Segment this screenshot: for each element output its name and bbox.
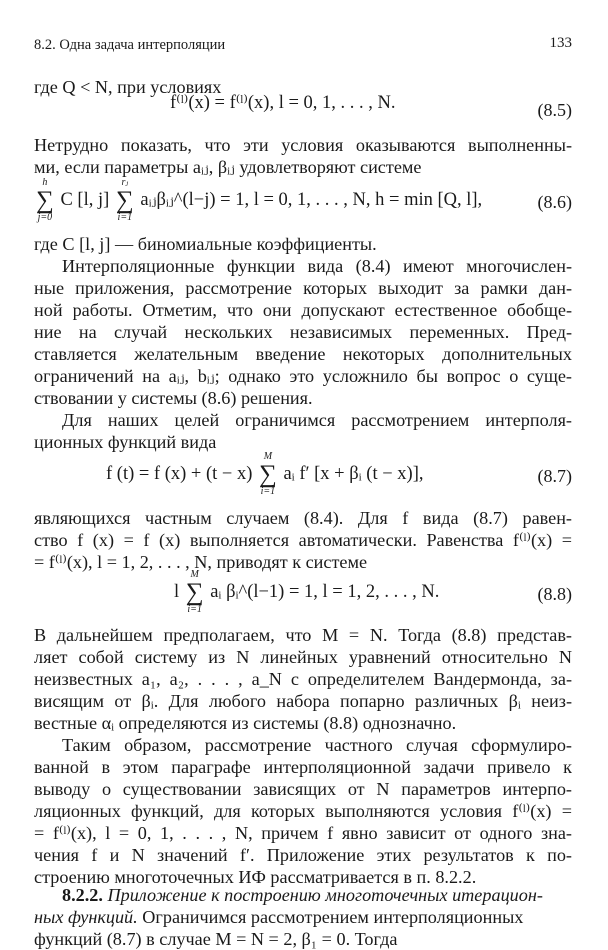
text-line: Нетрудно показать, что эти условия оказываются выполненны- — [34, 135, 572, 155]
equation-left: l — [174, 581, 180, 602]
equation-number: (8.5) — [537, 100, 572, 120]
sum-operator: rⱼ ∑ i=1 — [115, 177, 134, 223]
text-line: Таким образом, рассмотрение частного случая сформулиро- — [62, 735, 572, 755]
text-line: ляет собой систему из N линейных уравнений относительно N — [34, 647, 572, 667]
equation-number: (8.7) — [537, 466, 572, 486]
running-header: 8.2. Одна задача интерполяции — [34, 37, 226, 53]
subsection-title-cont: ных функций. — [34, 907, 138, 927]
sum-operator: h ∑ j=0 — [36, 177, 54, 223]
text-line: ствовании у системы (8.6) решения. — [34, 388, 313, 408]
subsection-title: Приложение к построению многоточечных итерацион- — [107, 885, 543, 905]
text-line: ние на случай нескольких независимых переменных. Пред- — [34, 322, 572, 342]
text-line: функций (8.7) в случае M = N = 2, β₁ = 0. Тогда — [34, 929, 398, 949]
sum-operator: M ∑ i=1 — [259, 451, 277, 497]
sum-operator: M ∑ i=1 — [185, 569, 204, 615]
text-line: ми, если параметры aᵢⱼ, βᵢⱼ удовлетворяют системе — [34, 157, 422, 177]
text-line: являющихся частным случаем (8.4). Для f вида (8.7) равен- — [34, 508, 572, 528]
text-line: ставляется желательным введение некоторых дополнительных — [34, 344, 572, 364]
text-line: Для наших целей ограничимся рассмотрением интерполя- — [62, 410, 572, 430]
text-line: ванной в этом параграфе интерполяционной задачи привело к — [34, 757, 572, 777]
text-line: ционных функций вида — [34, 432, 217, 452]
text-line: где C [l, j] — биномиальные коэффициенты. — [34, 234, 377, 254]
equation-8-8 — [34, 568, 572, 618]
equation-middle: aᵢⱼβᵢⱼ^(l−j) = 1, l = 0, 1, . . . , N, h = min [Q, l], — [140, 189, 483, 210]
text-line: Интерполяционные функции вида (8.4) имеют многочислен- — [62, 256, 572, 276]
text-line: строению многоточечных ИФ рассматривается в п. 8.2.2. — [34, 867, 477, 887]
equation-right: aᵢ βᵢ^(l−1) = 1, l = 1, 2, . . . , N. — [210, 581, 440, 602]
equation-number: (8.6) — [537, 192, 572, 212]
text-line: висящим от βᵢ. Для любого набора попарно различных βᵢ неиз- — [34, 691, 572, 711]
equation-number: (8.8) — [537, 584, 572, 604]
equation-body: f⁽ˡ⁾(x) = f⁽ˡ⁾(x), l = 0, 1, . . . , N. — [170, 93, 396, 113]
equation-left: f (t) = f (x) + (t − x) — [106, 463, 253, 484]
text-line: ных функций. Ограничимся рассмотрением интерполяционных — [34, 907, 524, 927]
text-line: ограничений на aᵢⱼ, bᵢⱼ; однако это усложнило бы вопрос о суще- — [34, 366, 572, 386]
text-line: = f⁽ˡ⁾(x), l = 0, 1, . . . , N, причем f явно зависит от одного зна- — [34, 823, 572, 843]
text-line: ляционных функций, для которых выполняются условия f⁽ˡ⁾(x) = — [34, 801, 572, 821]
text-line: чения f и N значений f′. Приложение этих результатов к по- — [34, 845, 572, 865]
page-number: 133 — [549, 35, 572, 51]
subsection-heading — [62, 884, 572, 906]
text-line: ной работы. Отметим, что они допускают естественное обобще- — [34, 300, 572, 320]
text-line: вестные αᵢ определяются из системы (8.8) однозначно. — [34, 713, 457, 733]
equation-left: C [l, j] — [60, 189, 110, 210]
equation-8-6 — [34, 176, 572, 224]
text-line: В дальнейшем предполагаем, что M = N. Тогда (8.8) представ- — [34, 625, 572, 645]
subsection-number: 8.2.2. — [62, 885, 103, 905]
text-line: ство f (x) = f (x) выполняется автоматически. Равенства f⁽ˡ⁾(x) = — [34, 530, 572, 550]
text-line: неизвестных a₁, a₂, . . . , a_N с определителем Вандермонда, за- — [34, 669, 572, 689]
equation-8-7 — [34, 450, 572, 500]
text-line: где Q < N, при условиях — [34, 77, 222, 97]
text-line: выводу о существовании зависящих от N параметров интерпо- — [34, 779, 572, 799]
equation-8-5 — [34, 92, 572, 132]
equation-right: aᵢ f′ [x + βᵢ (t − x)], — [283, 463, 424, 484]
text-line: ные приложения, рассмотрение которых выходит за рамки дан- — [34, 278, 572, 298]
text-line: = f⁽ˡ⁾(x), l = 1, 2, . . . , N, приводят к системе — [34, 552, 368, 572]
